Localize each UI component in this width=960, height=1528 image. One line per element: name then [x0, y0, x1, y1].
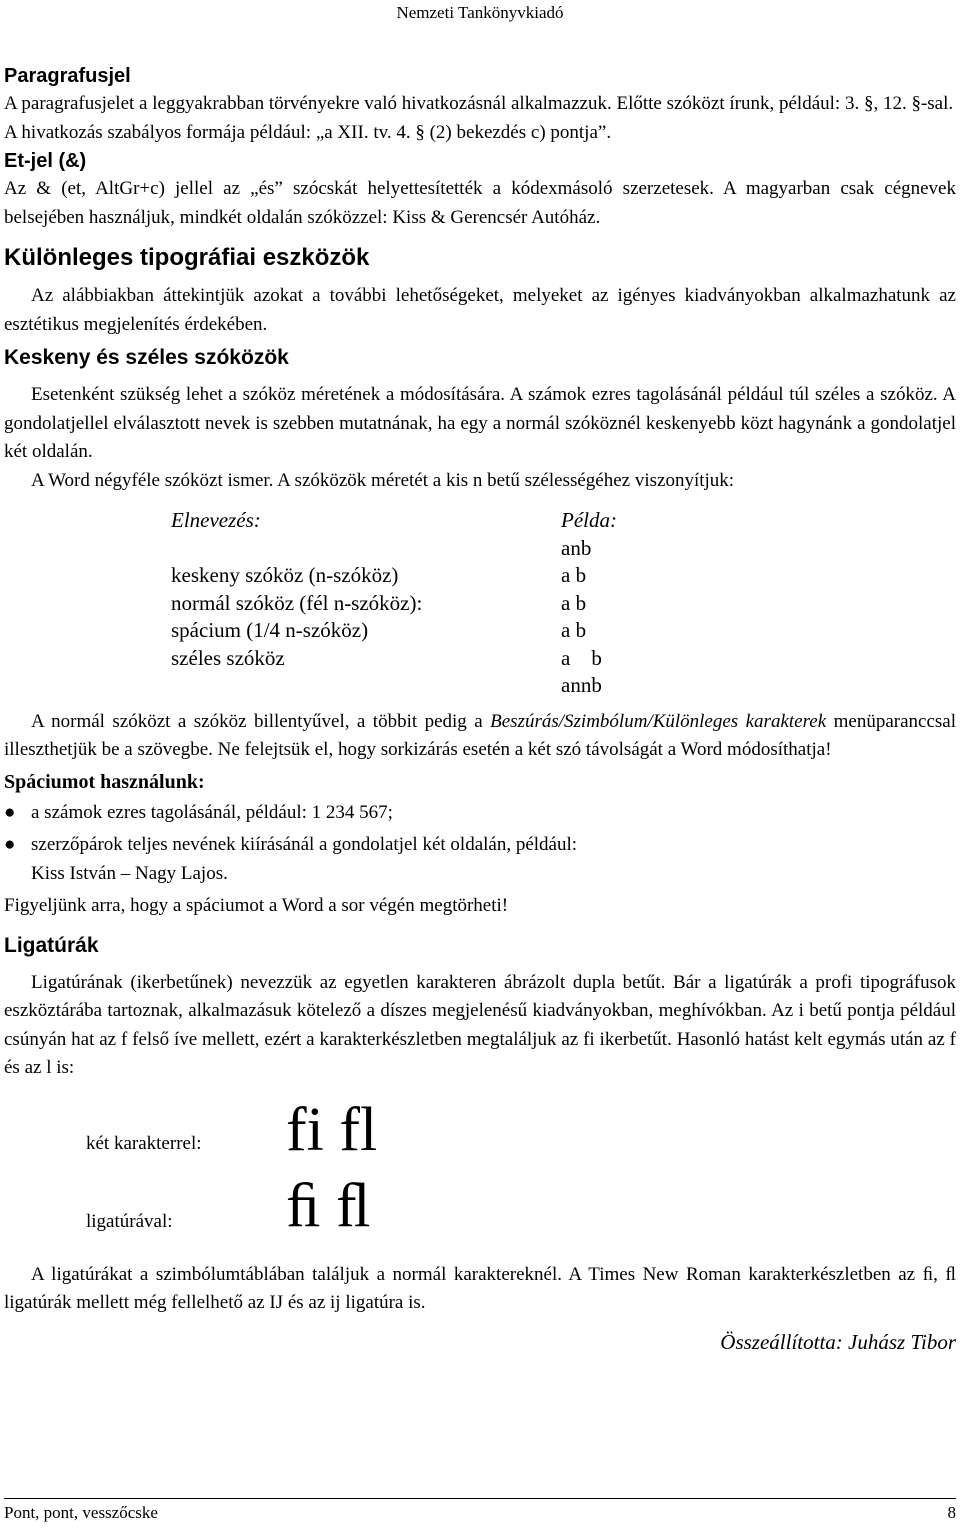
- paragraph-normal-szokoz: [4, 708, 956, 765]
- list-item-text: szerzőpárok teljes nevének kiírásánál a gondolatjel két oldalán, például:: [31, 834, 578, 855]
- table-header-row: [171, 507, 617, 535]
- table-cell-example: a b: [561, 618, 587, 642]
- paragraph-keskeny-2: A Word négyféle szóközt ismer. A szóközök méretét a kis n betű szélességéhez viszonyítjuk:: [31, 469, 735, 491]
- heading-spacium: Spáciumot használunk:: [4, 770, 205, 793]
- bullet-icon: ●: [4, 834, 16, 855]
- page-header: [0, 0, 960, 40]
- bullet-icon: ●: [4, 801, 16, 823]
- table-cell-name: keskeny szóköz (n-szóköz): [171, 563, 399, 587]
- page-footer: [4, 1498, 956, 1522]
- list-item: [4, 831, 956, 888]
- normal-text-part-1: A normál szóközt a szóköz billentyűvel, a többit pedig a: [31, 710, 491, 732]
- signature: Összeállította: Juhász Tibor: [720, 1329, 956, 1354]
- sample-two-chars: fi fl: [286, 1095, 378, 1164]
- table-cell-name: [171, 535, 561, 563]
- list-item-text-line2: Kiss István – Nagy Lajos.: [31, 862, 228, 884]
- table-cell-example: a b: [561, 590, 587, 615]
- table-row: [171, 672, 617, 700]
- heading-kulonleges: Különleges tipográfiai eszközök: [4, 244, 370, 271]
- table-cell-example: a b: [561, 563, 587, 587]
- heading-etjel: Et-jel (&): [4, 150, 87, 172]
- footer-title: Pont, pont, vesszőcske: [4, 1503, 158, 1522]
- list-item: [4, 799, 956, 828]
- ligature-sample-two-chars: [4, 1089, 956, 1175]
- paragraph-etjel: Az & (et, AltGr+c) jellel az „és” szócskát helyettesítették a kódexmásoló szerzetesek. A magyarban csak cégnevek belsejében használjuk, mindkét oldalán szóközzel: Kiss & Gerencsér Autóház.: [4, 178, 956, 228]
- table-cell-name: széles szóköz: [171, 645, 285, 670]
- normal-text-part-2: menüparanccsal illeszthetjük be a szövegbe. Ne felejtsük el, hogy sorkizárás esetén a két szó távolságát a Word módosíthatja!: [4, 710, 956, 760]
- table-cell-name: normál szóköz (fél n-szóköz):: [171, 590, 423, 615]
- paragraph-ligatura: Ligatúrának (ikerbetűnek) nevezzük az egyetlen karakteren ábrázolt dupla betűt. Bár a ligatúrák a profi tipográfusok eszköztárába tartoznak, alkalmazásuk kötelező a díszes megjelenésű kiadványokban, meghívókban. Az i betű pontja például csúnyán hat az f felső íve mellett, ezért a karakterkészletben megtaláljuk az fi ikerbetűt. Hasonló hatást kelt egymás után az f és az l is:: [4, 971, 956, 1078]
- table-cell-name: spácium (1/4 n-szóköz): [171, 618, 369, 642]
- table-head-example: Példa:: [561, 508, 617, 532]
- heading-keskeny: Keskeny és széles szóközök: [4, 346, 289, 369]
- table-row: [171, 562, 617, 590]
- label-two-chars: két karakterrel:: [86, 1132, 202, 1154]
- list-item-text: a számok ezres tagolásánál, például: 1 234 567;: [31, 801, 393, 823]
- page-number: 8: [947, 1503, 956, 1522]
- spaces-table: [171, 507, 617, 700]
- paragraph-ligatura-2: A ligatúrákat a szimbólumtáblában találjuk a normál karaktereknél. A Times New Roman karakterkészletben az ﬁ, ﬂ ligatúrák mellett még fellelhető az IJ és az ij ligatúra is.: [4, 1263, 956, 1313]
- heading-paragrafusjel: Paragrafusjel: [4, 65, 131, 87]
- table-row: [171, 590, 617, 618]
- publisher-name: Nemzeti Tankönyvkiadó: [396, 3, 564, 22]
- menu-path: Beszúrás/Szimbólum/Különleges karakterek: [490, 710, 827, 732]
- table-cell-example: a b: [561, 645, 602, 670]
- paragraph-figyeljunk: Figyeljünk arra, hogy a spáciumot a Word a sor végén megtörheti!: [4, 895, 509, 916]
- paragraph-paragrafus-2: A hivatkozás szabályos formája például: „a XII. tv. 4. § (2) bekezdés c) pontja”.: [4, 121, 612, 143]
- spacium-list: [4, 799, 956, 889]
- label-ligature: ligatúrával:: [86, 1210, 173, 1232]
- ligature-sample-ligature: [4, 1171, 956, 1261]
- table-row: [171, 535, 617, 563]
- table-cell-example: anb: [561, 535, 592, 560]
- table-cell-name: [171, 672, 561, 700]
- sample-ligature: ﬁ ﬂ: [286, 1171, 371, 1240]
- table-row: [171, 617, 617, 645]
- table-head-name: Elnevezés:: [171, 508, 261, 532]
- paragraph-kulonleges: Az alábbiakban áttekintjük azokat a további lehetőségeket, melyeket az igényes kiadványokban alkalmazhatunk az esztétikus megjelenítés érdekében.: [4, 285, 956, 335]
- heading-ligaturak: Ligatúrák: [4, 933, 99, 957]
- page-body: [4, 62, 956, 1355]
- paragraph-paragrafus-1: A paragrafusjelet a leggyakrabban törvényekre való hivatkozásnál alkalmazzuk. Előtte szóközt írunk, például: 3. §, 12. §-sal.: [4, 93, 954, 114]
- paragraph-keskeny-1: Esetenként szükség lehet a szóköz méretének a módosítására. A számok ezres tagolásánál például túl széles a szóköz. A gondolatjellel elválasztott nevek is szebben mutatnának, ha egy a normál szóköznél keskenyebb közt hagynánk a gondolatjel két oldalán.: [4, 384, 956, 462]
- table-cell-example: annb: [561, 673, 602, 697]
- table-row: [171, 645, 617, 673]
